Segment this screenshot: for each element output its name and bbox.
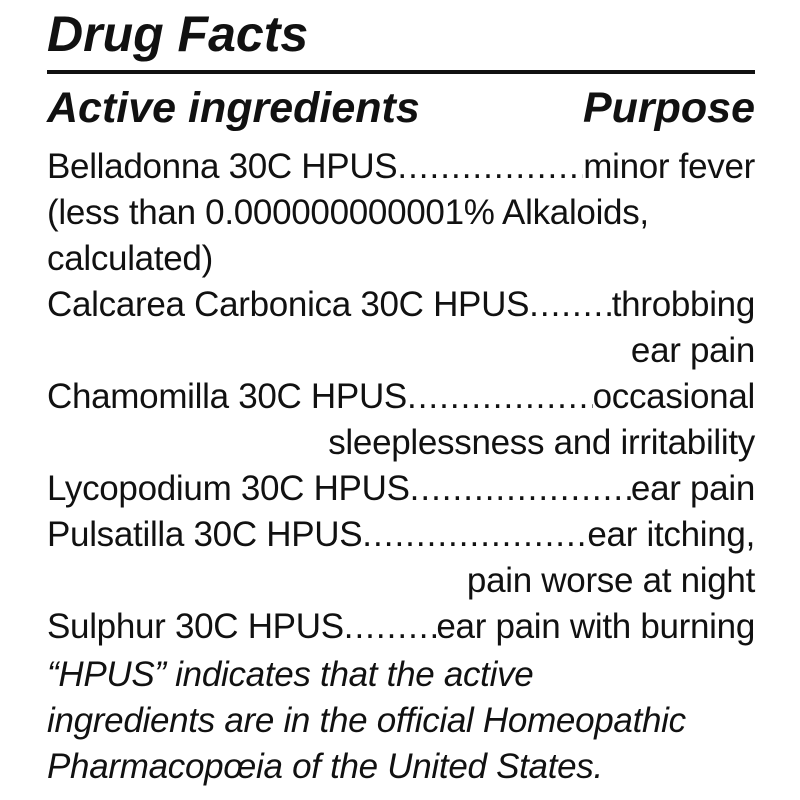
dot-leader <box>397 144 583 190</box>
ingredient-row-lycopodium <box>47 466 755 512</box>
ingredient-note-line: (less than 0.000000000001% Alkaloids, <box>47 193 649 232</box>
title-divider <box>47 70 755 74</box>
ingredient-row-belladonna <box>47 144 755 190</box>
ingredient-purpose-continued <box>47 558 755 604</box>
hpus-note-line: “HPUS” indicates that the active <box>47 655 534 694</box>
ingredient-purpose-continued <box>47 420 755 466</box>
dot-leader <box>410 466 631 512</box>
ingredient-name: Chamomilla 30C HPUS <box>47 377 407 416</box>
hpus-note-line: ingredients are in the official Homeopathic <box>47 701 686 740</box>
ingredient-note-line: calculated) <box>47 239 213 278</box>
ingredient-row-calcarea-carbonica <box>47 282 755 328</box>
dot-leader <box>344 604 437 650</box>
ingredient-purpose-cont: sleeplessness and irritability <box>328 423 755 462</box>
ingredient-name: Sulphur 30C HPUS <box>47 607 344 646</box>
ingredient-name: Lycopodium 30C HPUS <box>47 469 410 508</box>
ingredient-name: Calcarea Carbonica 30C HPUS <box>47 285 530 324</box>
ingredient-name: Belladonna 30C HPUS <box>47 147 398 186</box>
drug-facts-title: Drug Facts <box>47 6 309 62</box>
active-ingredients-heading: Active ingredients <box>47 84 420 132</box>
dot-leader <box>407 374 593 420</box>
ingredient-name: Pulsatilla 30C HPUS <box>47 515 363 554</box>
ingredient-purpose: minor fever <box>583 147 755 186</box>
ingredient-row-sulphur <box>47 604 755 650</box>
ingredient-purpose-cont: pain worse at night <box>466 561 755 600</box>
section-header <box>47 80 755 136</box>
ingredient-purpose: throbbing <box>611 285 755 324</box>
ingredient-purpose: occasional <box>592 377 755 416</box>
dot-leader <box>362 512 587 558</box>
ingredient-row-pulsatilla <box>47 512 755 558</box>
ingredient-purpose: ear pain <box>630 469 755 508</box>
ingredient-purpose-cont: ear pain <box>630 331 755 370</box>
purpose-heading: Purpose <box>582 84 755 132</box>
ingredient-row-chamomilla <box>47 374 755 420</box>
ingredient-purpose: ear pain with burning <box>436 607 755 646</box>
hpus-note-line: Pharmacopœia of the United States. <box>47 747 603 786</box>
ingredient-purpose-continued <box>47 328 755 374</box>
dot-leader <box>529 282 612 328</box>
ingredient-purpose: ear itching, <box>587 515 755 554</box>
